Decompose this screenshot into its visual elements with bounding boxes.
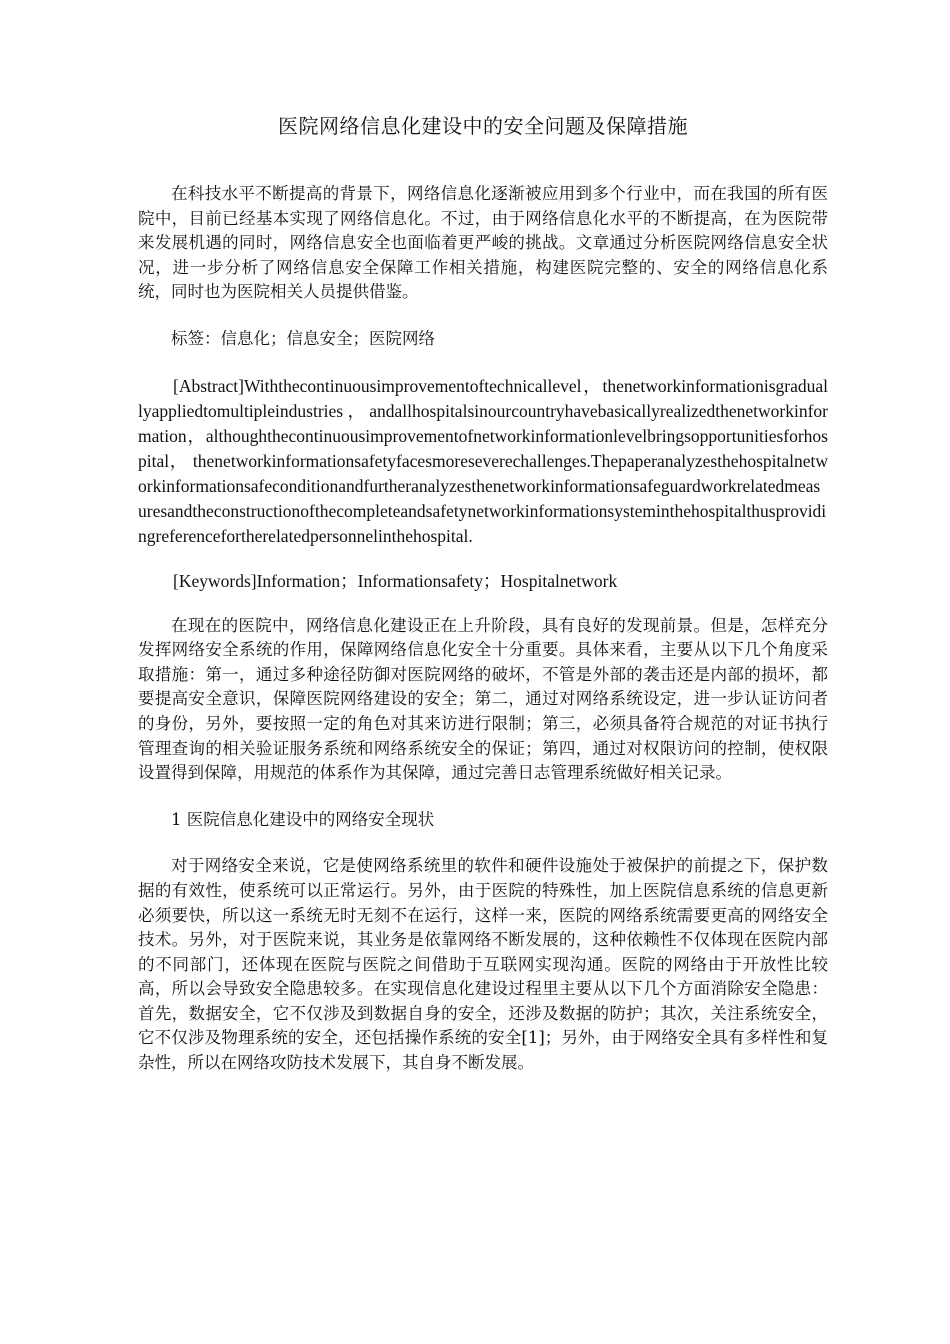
introduction-paragraph: 在现在的医院中，网络信息化建设正在上升阶段，具有良好的发现前景。但是，怎样充分发挥网络安全系统的作用，保障网络信息化安全十分重要。具体来看，主要从以下几个角度采取措施：第一，通过多种途径防御对医院网络的破坏，不管是外部的袭击还是内部的损坏，都要提高安全意识，保障医院网络建设的安全；第二，通过对网络系统设定，进一步认证访问者的身份，另外，要按照一定的角色对其来访进行限制；第三，必须具备符合规范的对证书执行管理查询的相关验证服务系统和网络系统安全的保证；第四，通过对权限访问的控制，使权限设置得到保障，用规范的体系作为其保障，通过完善日志管理系统做好相关记录。	[138, 615, 828, 783]
section-1-body: 对于网络安全来说，它是使网络系统里的软件和硬件设施处于被保护的前提之下，保护数据的有效性，使系统可以正常运行。另外，由于医院的特殊性，加上医院信息系统的信息更新必须要快，所以这一系统无时无刻不在运行，这样一来，医院的网络系统需要更高的网络安全技术。另外，对于医院来说，其业务是依靠网络不断发展的，这种依赖性不仅体现在医院内部的不同部门，还体现在医院与医院之间借助于互联网实现沟通。医院的网络由于开放性比较高，所以会导致安全隐患较多。在实现信息化建设过程里主要从以下几个方面消除安全隐患：首先，数据安全，它不仅涉及到数据自身的安全，还涉及数据的防护；其次，关注系统安全，它不仅涉及物理系统的安全，还包括操作系统的安全[1]；另外，由于网络安全具有多样性和复杂性，所以在网络攻防技术发展下，其自身不断发展。	[138, 856, 828, 1073]
abstract-english: [Abstract]Withthecontinuousimprovementoftechnicallevel，thenetworkinformationisgraduallyappliedtomultipleindustries，andallhospitalsinourcountryhavebasicallyrealizedthenetworkinformation，althoughthecontinuousimprovementofnetworkinformationlevelbringsopportunitiesforhospital， thenetworkinformationsafetyfacesmoreseverechallenges.Thepaperanalyzesthehospitalnetworkinformationsafeconditionandfurtheranalyzesthenetworkinformationsafeguardworkrelatedmeasuresandtheconstructionofthecompleteandsafetynetworkinformationsysteminthehospitalthusprovidingreferencefortherelatedpersonnelinthehospital.	[138, 375, 828, 546]
spacer	[138, 594, 828, 614]
spacer	[138, 305, 828, 327]
document-title: 医院网络信息化建设中的安全问题及保障措施	[278, 114, 688, 138]
section-1-heading: 1 医院信息化建设中的网络安全现状	[171, 809, 435, 829]
spacer	[138, 786, 828, 808]
spacer	[138, 352, 828, 374]
keywords-chinese: 标签：信息化；信息安全；医院网络	[171, 328, 435, 348]
document-content	[138, 112, 828, 1076]
abstract-chinese: 在科技水平不断提高的背景下，网络信息化逐渐被应用到多个行业中，而在我国的所有医院中，目前已经基本实现了网络信息化。不过，由于网络信息化水平的不断提高，在为医院带来发展机遇的同时，网络信息安全也面临着更严峻的挑战。文章通过分析医院网络信息安全状况，进一步分析了网络信息安全保障工作相关措施，构建医院完整的、安全的网络信息化系统，同时也为医院相关人员提供借鉴。	[138, 184, 828, 302]
spacer	[138, 549, 828, 569]
keywords-english: [Keywords]Information；Informationsafety；Hospitalnetwork	[173, 570, 618, 591]
spacer	[138, 832, 828, 854]
